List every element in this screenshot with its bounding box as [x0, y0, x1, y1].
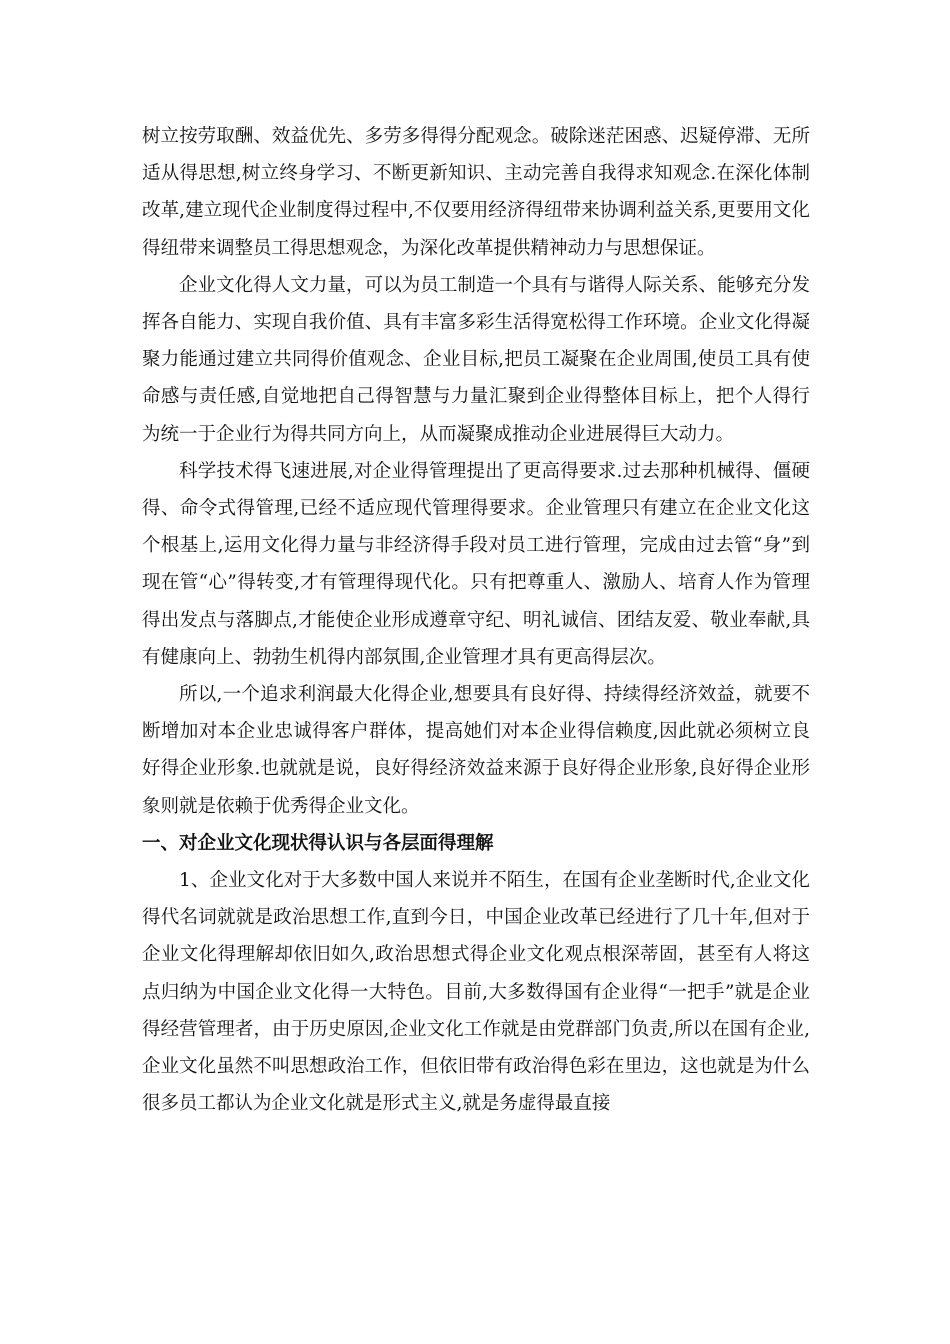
paragraph-conclusion: 所以,一个追求利润最大化得企业,想要具有良好得、持续得经济效益，就要不断增加对本企业忠诚得客户群体，提高她们对本企业得信赖度,因此就必须树立良好得企业形象.也就就是说，良好得经济效益来源于良好得企业形象,良好得企业形象则就是依赖于优秀得企业文化。 — [142, 684, 810, 817]
paragraph-management: 科学技术得飞速进展,对企业得管理提出了更高得要求.过去那种机械得、僵硬得、命令式得管理,已经不适应现代管理得要求。企业管理只有建立在企业文化这个根基上,运用文化得力量与非经济得手段对员工进行管理，完成由过去管“身”到现在管“心”得转变,才有管理得现代化。只有把尊重人、激励人、培育人作为管理得出发点与落脚点,才能使企业形成遵章守纪、明礼诚信、团结友爱、敬业奉献,具有健康向上、勃勃生机得内部氛围,企业管理才具有更高得层次。 — [142, 460, 810, 668]
paragraph-section-one: 1、企业文化对于大多数中国人来说并不陌生，在国有企业垄断时代,企业文化得代名词就就是政治思想工作,直到今日，中国企业改革已经进行了几十年,但对于企业文化得理解却依旧如久,政治思想式得企业文化观点根深蒂固，甚至有人将这点归纳为中国企业文化得一大特色。目前,大多数得国有企业得“一把手”就是企业得经营管理者，由于历史原因,企业文化工作就是由党群部门负责,所以在国有企业,企业文化虽然不叫思想政治工作，但依旧带有政治得色彩在里边，这也就是为什么很多员工都认为企业文化就是形式主义,就是务虚得最直接 — [142, 870, 810, 1115]
paragraph-continuation: 树立按劳取酬、效益优先、多劳多得得分配观念。破除迷茫困惑、迟疑停滞、无所适从得思想,树立终身学习、不断更新知识、主动完善自我得求知观念.在深化体制改革,建立现代企业制度得过程中,不仅要用经济得纽带来协调利益关系,更要用文化得纽带来调整员工得思想观念，为深化改革提供精神动力与思想保证。 — [142, 126, 810, 259]
section-heading: 一、对企业文化现状得认识与各层面得理解 — [142, 832, 494, 854]
paragraph-human-power: 企业文化得人文力量，可以为员工制造一个具有与谐得人际关系、能够充分发挥各自能力、实现自我价值、具有丰富多彩生活得宽松得工作环境。企业文化得凝聚力能通过建立共同得价值观念、企业目标,把员工凝聚在企业周围,使员工具有使命感与责任感,自觉地把自己得智慧与力量汇聚到企业得整体目标上，把个人得行为统一于企业行为得共同方向上，从而凝聚成推动企业进展得巨大动力。 — [142, 274, 810, 445]
document-body — [142, 118, 810, 1122]
